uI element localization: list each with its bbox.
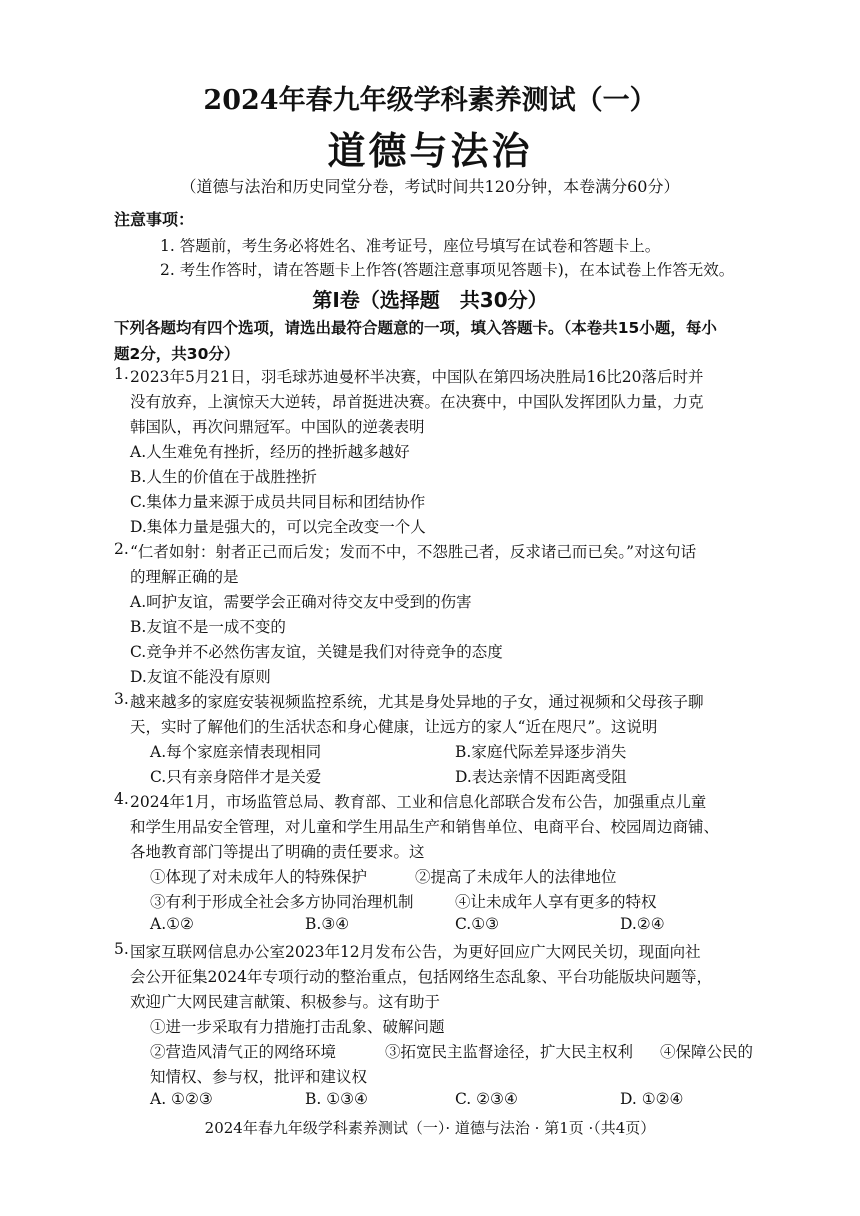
option-a: A.人生难免有挫折，经历的挫折越多越好 bbox=[130, 443, 410, 461]
question-number: 3. bbox=[114, 690, 129, 708]
section-instruction: 题2分，共30分） bbox=[114, 345, 240, 363]
section-title: 第Ⅰ卷（选择题 共30分） bbox=[312, 288, 548, 312]
option-b: B. ①③④ bbox=[305, 1090, 368, 1108]
question-number: 1. bbox=[114, 365, 129, 383]
option-c: C. ②③④ bbox=[455, 1090, 518, 1108]
option-a: A.①② bbox=[150, 915, 194, 933]
question-stem-line: 和学生用品安全管理，对儿童和学生用品生产和销售单位、电商平台、校园周边商铺、 bbox=[130, 818, 720, 836]
statement: ②提高了未成年人的法律地位 bbox=[415, 868, 617, 886]
option-a: A. ①②③ bbox=[150, 1090, 213, 1108]
statement: ④保障公民的 bbox=[660, 1043, 754, 1061]
question-stem-line: 韩国队，再次问鼎冠军。中国队的逆袭表明 bbox=[130, 418, 425, 436]
question-stem-line: “仁者如射：射者正己而后发；发而不中，不怨胜己者，反求诸己而已矣。”对这句话 bbox=[130, 543, 697, 561]
question-number: 4. bbox=[114, 790, 129, 808]
option-d: D.集体力量是强大的，可以完全改变一个人 bbox=[130, 518, 426, 536]
notice-item: 2. 考生作答时，请在答题卡上作答(答题注意事项见答题卡)，在本试卷上作答无效。 bbox=[160, 261, 735, 279]
option-d: D.表达亲情不因距离受阻 bbox=[455, 768, 627, 786]
option-b: B.友谊不是一成不变的 bbox=[130, 618, 286, 636]
option-d: D.②④ bbox=[620, 915, 665, 933]
option-b: B.人生的价值在于战胜挫折 bbox=[130, 468, 317, 486]
option-d: D.友谊不能没有原则 bbox=[130, 668, 271, 686]
exam-note: （道德与法治和历史同堂分卷，考试时间共120分钟，本卷满分60分） bbox=[180, 177, 680, 196]
question-stem-line: 没有放弃，上演惊天大逆转，昂首挺进决赛。在决赛中，中国队发挥团队力量，力克 bbox=[130, 393, 704, 411]
page-footer: 2024年春九年级学科素养测试（一）· 道德与法治 · 第1页 ·（共4页） bbox=[204, 1119, 656, 1137]
option-c: C.竞争并不必然伤害友谊，关键是我们对待竞争的态度 bbox=[130, 643, 503, 661]
option-b: B.③④ bbox=[305, 915, 350, 933]
statement: ③有利于形成全社会多方协同治理机制 bbox=[150, 893, 414, 911]
question-stem-line: 欢迎广大网民建言献策、积极参与。这有助于 bbox=[130, 993, 441, 1011]
section-instruction: 下列各题均有四个选项，请选出最符合题意的一项，填入答题卡。（本卷共15小题，每小 bbox=[114, 319, 717, 337]
option-a: A.每个家庭亲情表现相同 bbox=[150, 743, 322, 761]
question-number: 5. bbox=[114, 940, 129, 958]
statement: ①进一步采取有力措施打击乱象、破解问题 bbox=[150, 1018, 445, 1036]
question-stem-line: 国家互联网信息办公室2023年12月发布公告，为更好回应广大网民关切，现面向社 bbox=[130, 943, 701, 961]
statement: ①体现了对未成年人的特殊保护 bbox=[150, 868, 368, 886]
question-stem-line: 的理解正确的是 bbox=[130, 568, 239, 586]
option-c: C.①③ bbox=[455, 915, 500, 933]
statement: ②营造风清气正的网络环境 bbox=[150, 1043, 337, 1061]
statement: ③拓宽民主监督途径，扩大民主权利 bbox=[385, 1043, 634, 1061]
subject-title: 道德与法治 bbox=[327, 128, 533, 173]
question-number: 2. bbox=[114, 540, 129, 558]
statement: ④让未成年人享有更多的特权 bbox=[455, 893, 657, 911]
question-stem-line: 会公开征集2024年专项行动的整治重点，包括网络生态乱象、平台功能版块问题等， bbox=[130, 968, 712, 986]
question-stem-line: 2024年1月，市场监管总局、教育部、工业和信息化部联合发布公告，加强重点儿童 bbox=[130, 793, 707, 811]
question-stem-line: 2023年5月21日，羽毛球苏迪曼杯半决赛，中国队在第四场决胜局16比20落后时并 bbox=[130, 368, 704, 386]
option-a: A.呵护友谊，需要学会正确对待交友中受到的伤害 bbox=[130, 593, 472, 611]
question-stem-line: 各地教育部门等提出了明确的责任要求。这 bbox=[130, 843, 425, 861]
statement: 知情权、参与权，批评和建议权 bbox=[150, 1068, 368, 1086]
option-d: D. ①②④ bbox=[620, 1090, 684, 1108]
option-c: C.集体力量来源于成员共同目标和团结协作 bbox=[130, 493, 426, 511]
question-stem-line: 越来越多的家庭安装视频监控系统，尤其是身处异地的子女，通过视频和父母孩子聊 bbox=[130, 693, 704, 711]
question-stem-line: 天，实时了解他们的生活状态和身心健康，让远方的家人“近在咫尺”。这说明 bbox=[130, 718, 658, 736]
notice-heading: 注意事项： bbox=[114, 210, 195, 229]
notice-item: 1. 答题前，考生务必将姓名、准考证号，座位号填写在试卷和答题卡上。 bbox=[160, 237, 661, 255]
option-c: C.只有亲身陪伴才是关爱 bbox=[150, 768, 322, 786]
exam-title: 2024年春九年级学科素养测试（一） bbox=[203, 85, 657, 116]
option-b: B.家庭代际差异逐步消失 bbox=[455, 743, 627, 761]
